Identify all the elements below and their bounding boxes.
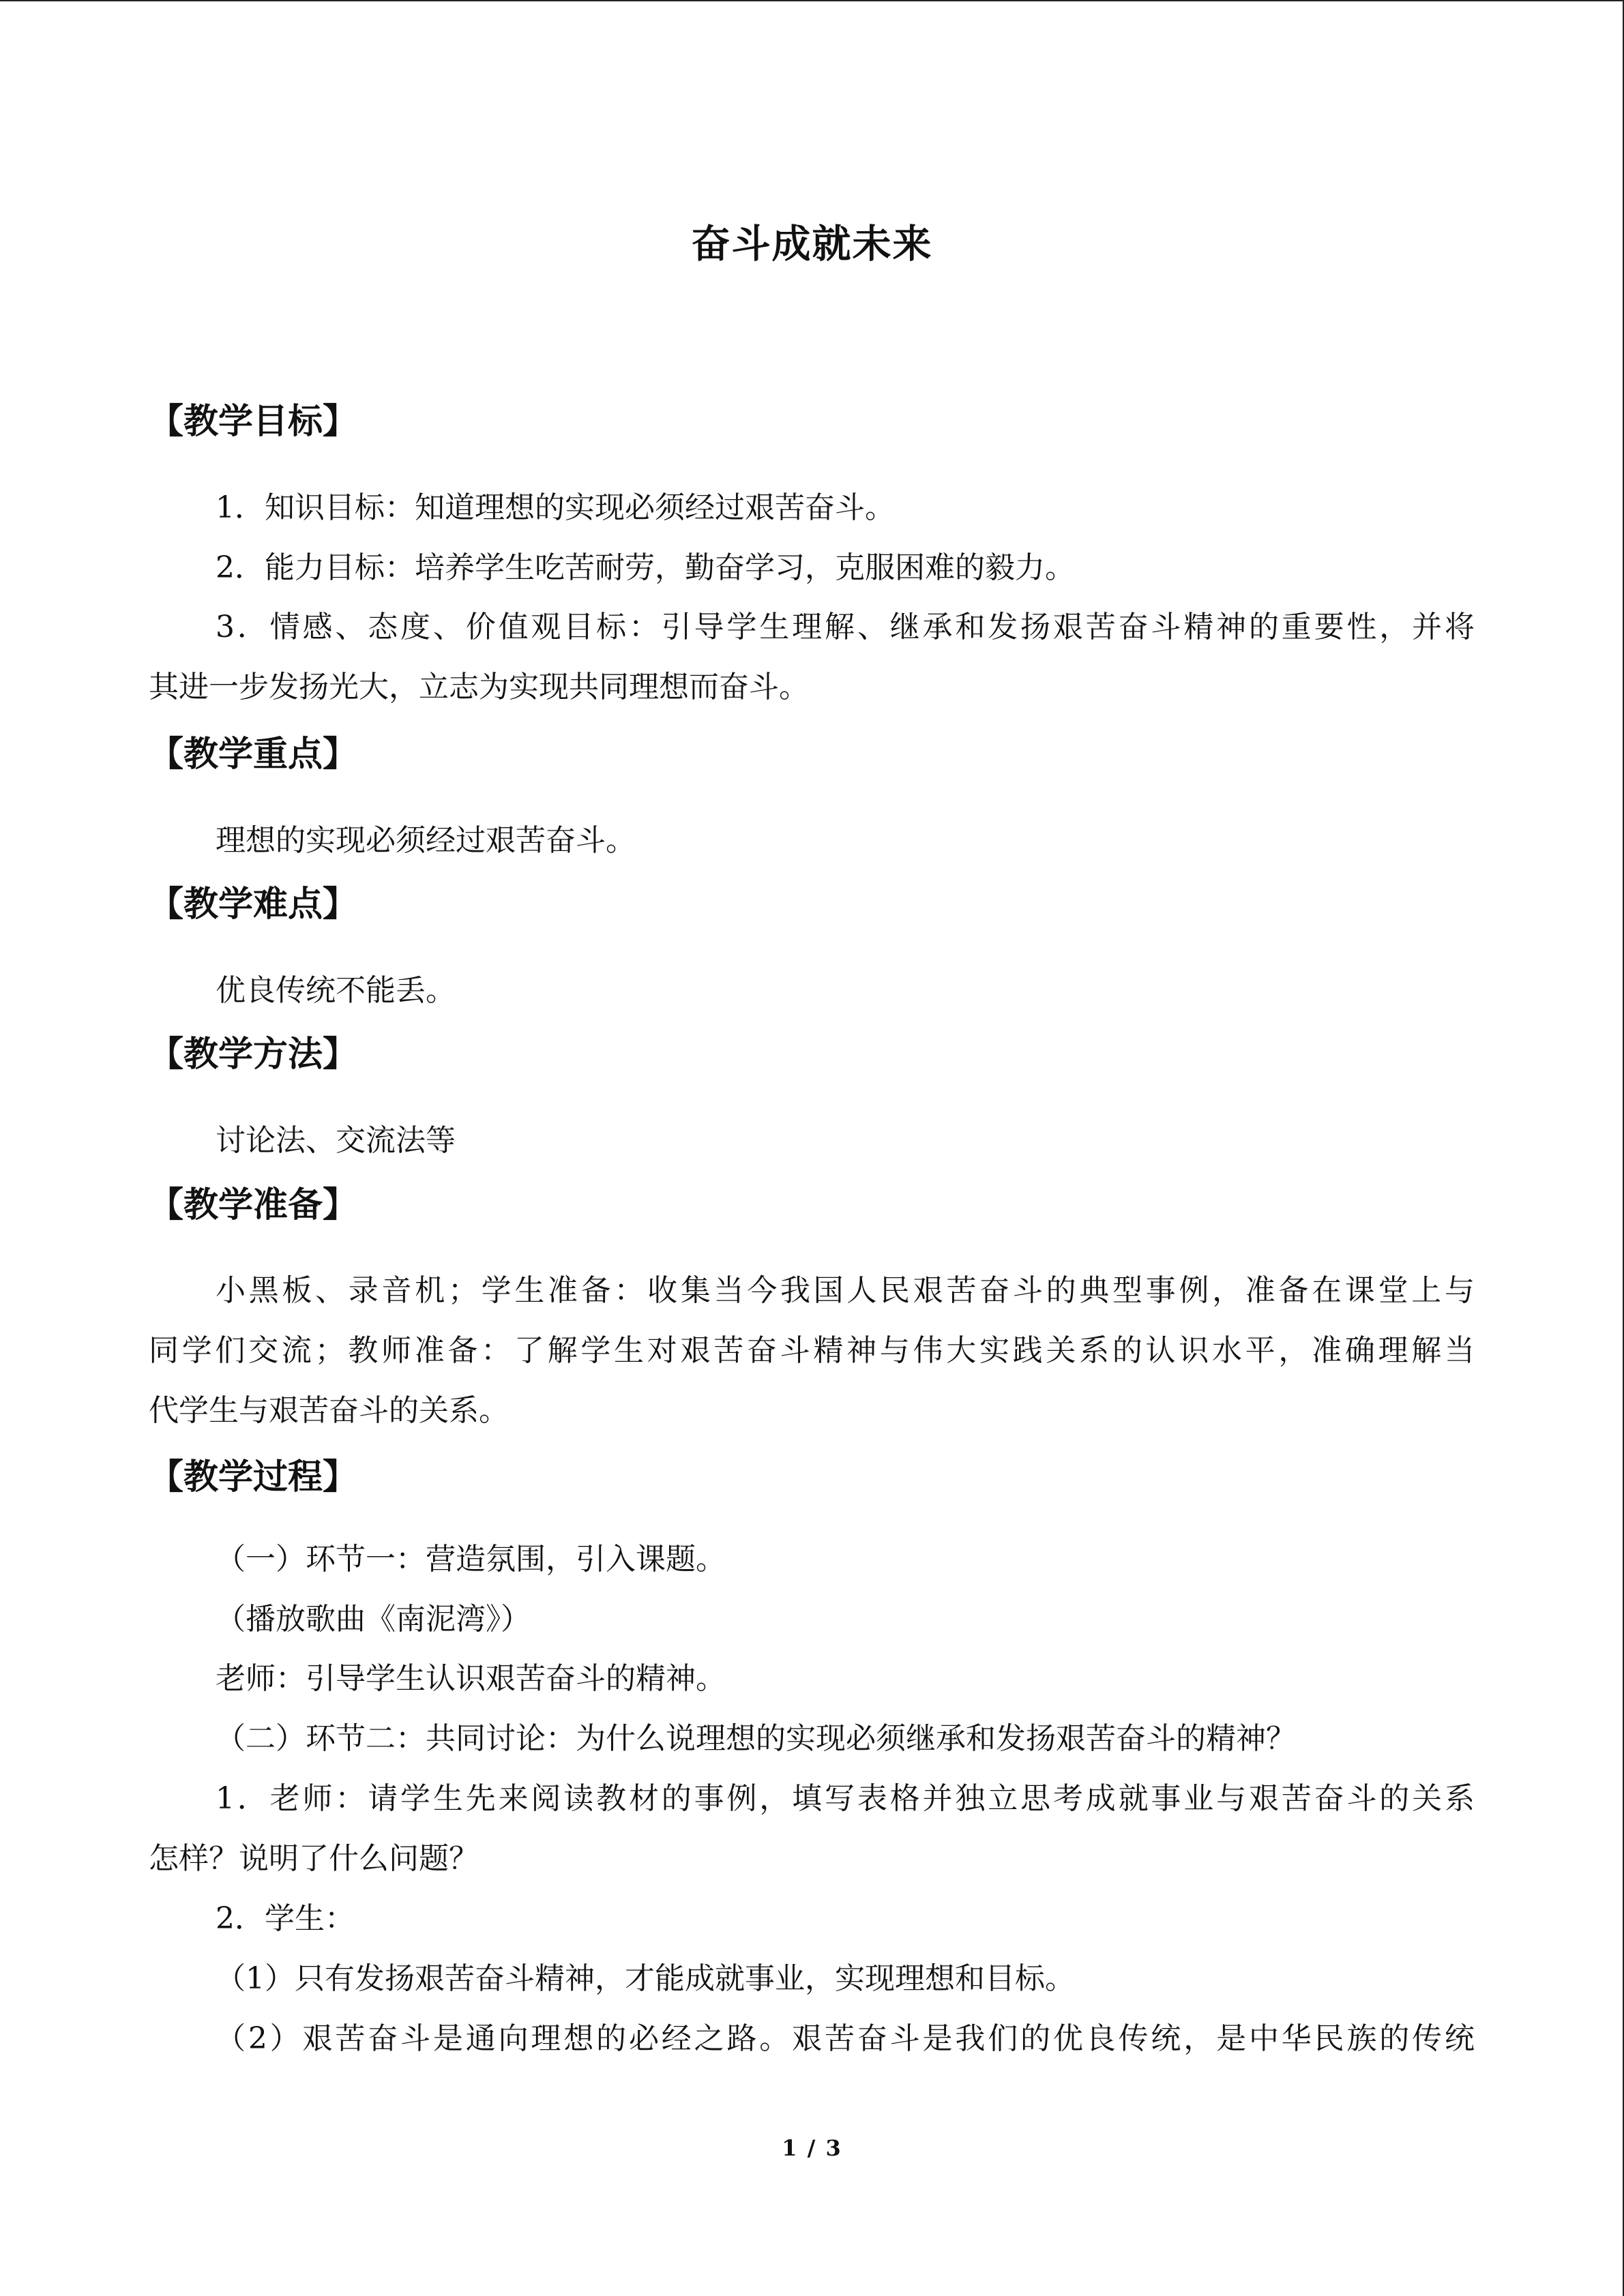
document-title: 奋斗成就未来 <box>691 222 933 267</box>
objective-item-2: 2．能力目标：培养学生吃苦耐劳，勤奋学习，克服困难的毅力。 <box>216 550 1075 585</box>
process-song: （播放歌曲《南泥湾》） <box>216 1602 531 1637</box>
process-step-1: （一）环节一：营造氛围，引入课题。 <box>216 1542 726 1577</box>
process-step-2: （二）环节二：共同讨论：为什么说理想的实现必须继承和发扬艰苦奋斗的精神？ <box>216 1721 1296 1756</box>
heading-process: 【教学过程】 <box>149 1457 358 1497</box>
process-question-1-line-2: 怎样？说明了什么问题？ <box>149 1841 479 1876</box>
heading-preparation: 【教学准备】 <box>149 1185 358 1225</box>
difficulties-text: 优良传统不能丢。 <box>216 973 456 1008</box>
page-number: 1 / 3 <box>782 2135 842 2161</box>
methods-text: 讨论法、交流法等 <box>216 1123 456 1158</box>
process-students: 2．学生： <box>216 1901 355 1936</box>
heading-key-points: 【教学重点】 <box>149 734 358 775</box>
objective-item-1: 1．知识目标：知道理想的实现必须经过艰苦奋斗。 <box>216 490 895 525</box>
key-points-text: 理想的实现必须经过艰苦奋斗。 <box>216 823 636 858</box>
process-teacher-1: 老师：引导学生认识艰苦奋斗的精神。 <box>216 1661 726 1696</box>
process-answer-2: （2）艰苦奋斗是通向理想的必经之路。艰苦奋斗是我们的优良传统，是中华民族的传统 <box>216 2021 1475 2056</box>
heading-difficulties: 【教学难点】 <box>149 884 358 925</box>
heading-methods: 【教学方法】 <box>149 1034 358 1075</box>
process-answer-1: （1）只有发扬艰苦奋斗精神，才能成就事业，实现理想和目标。 <box>216 1961 1075 1996</box>
preparation-line-3: 代学生与艰苦奋斗的关系。 <box>149 1393 509 1428</box>
preparation-line-2: 同学们交流；教师准备：了解学生对艰苦奋斗精神与伟大实践关系的认识水平，准确理解当 <box>149 1333 1475 1368</box>
objective-item-3-line-2: 其进一步发扬光大，立志为实现共同理想而奋斗。 <box>149 670 809 704</box>
process-question-1-line-1: 1．老师：请学生先来阅读教材的事例，填写表格并独立思考成就事业与艰苦奋斗的关系 <box>216 1781 1475 1816</box>
heading-objectives: 【教学目标】 <box>149 402 358 442</box>
objective-item-3-line-1: 3．情感、态度、价值观目标：引导学生理解、继承和发扬艰苦奋斗精神的重要性，并将 <box>216 610 1475 644</box>
preparation-line-1: 小黑板、录音机；学生准备：收集当今我国人民艰苦奋斗的典型事例，准备在课堂上与 <box>216 1273 1475 1308</box>
